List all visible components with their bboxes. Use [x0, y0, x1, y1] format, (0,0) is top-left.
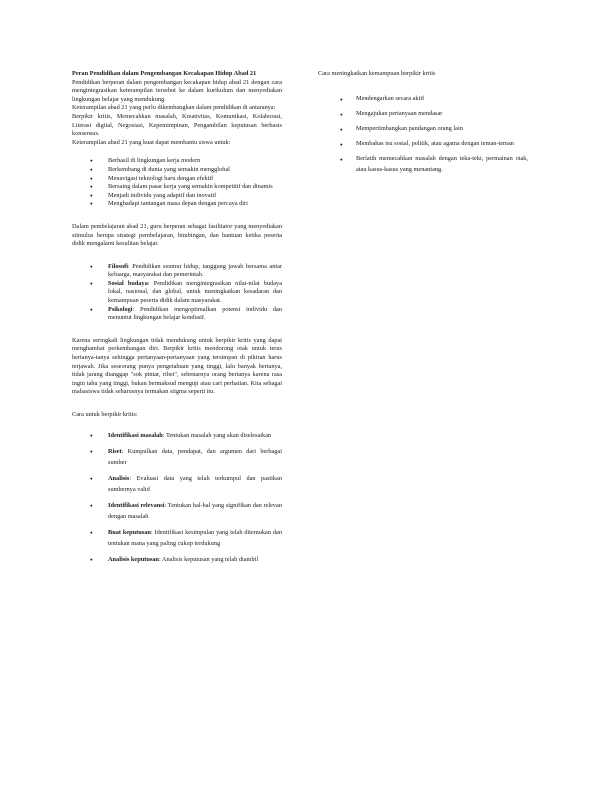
role-desc: : Pendidikan mengoptimalkan potensi individu dan menuntut lingkungan belajar kondusif.: [108, 305, 282, 322]
cara-desc: : Tentukan hal-hal yang signifikan dan relevan dengan masalah: [108, 501, 282, 520]
list-item: [72, 430, 282, 441]
cara-term: Riset: [108, 447, 122, 455]
right-list: [318, 93, 528, 175]
help-intro: Keterampilan abad 21 yang kuat dapat membantu siswa untuk:: [72, 138, 231, 146]
role-term: Sosial budaya: [108, 279, 148, 287]
list-item: ● Berkembang di dunia yang semakin mengglobal: [72, 166, 282, 175]
list-item: ● Bersaing dalam pasar kerja yang semakin kompetitif dan dinamis: [72, 183, 282, 192]
role-term: Filosofi: [108, 262, 128, 270]
cara-desc: : Analisis keputusan yang telah diambil: [158, 555, 259, 563]
list-item: ● Berlatih memecahkan masalah dengan teka-teki, permainan otak, atau kasus-kasus yang menantang.: [318, 153, 528, 175]
help-list: [72, 157, 282, 209]
list-item: ● Membahas isu sosial, politik, atau agama dengan teman-teman: [318, 138, 528, 149]
list-item: [72, 554, 282, 565]
list-item: [72, 500, 282, 522]
cara-desc: : Identifikasi kesimpulan yang telah ditemukan dan tentukan mana yang paling cukup terdukung: [108, 528, 282, 547]
teacher-paragraph: Dalam pembelajaran abad 21, guru berperan sebagai fasilitator yang menyediakan stimulus berupa strategi pembelajaran, bimbingan, dan bantuan ketika peserta didik mengalami kesulitan belajar.: [72, 222, 282, 248]
list-item: ● Mempertimbangkan pandangan orang lain: [318, 123, 528, 134]
list-item: [72, 473, 282, 495]
cara-term: Identifikasi relevansi: [108, 501, 165, 509]
left-column: [72, 70, 282, 570]
cara-desc: : Kumpulkan data, pendapat, dan argumen dari berbagai sumber: [108, 447, 282, 466]
list-item: [72, 280, 282, 306]
critical-paragraph: Karena seringkali lingkungan tidak mendukung untuk berpikir kritis yang dapat menghambat perkembangan diri. Berpikir kritis mendorong otak untuk terus bertanya-tanya sehingga pertanyaan-pertanyaan yang tersimpan di pikiran harus terjawab. Jika seseorang punya pengetahuan yang tinggi, lalu banyak bertanya, tidak jarang dianggap "sok pintar, ribet", sebenarnya orang bertanya karena rasa ingin tahu yang tinggi, bukan bermaksud menguji atau cari perhatian. Kita sebagai mahasiswa tidak seharusnya termakan stigma seperti itu.: [72, 336, 282, 396]
list-item: ● Mengajukan pertanyaan mendasar: [318, 108, 528, 119]
role-term: Psikologi: [108, 305, 133, 313]
right-column: [318, 70, 528, 179]
document-title: Peran Pendidikan dalam Pengembangan Kecakapan Hidup Abad 21: [72, 70, 257, 77]
list-item: ● Berhasil di lingkungan kerja modern: [72, 157, 282, 166]
list-item: [72, 263, 282, 280]
list-item: [72, 446, 282, 468]
cara-desc: : Tentukan masalah yang akan diselesaikan: [162, 431, 272, 439]
list-item: [72, 527, 282, 549]
right-intro: Cara meningkatkan kemampuan berpikir kritis: [318, 70, 436, 77]
cara-term: Buat keputusan: [108, 528, 151, 536]
cara-term: Analisis keputusan: [108, 555, 159, 563]
cara-list: [72, 430, 282, 565]
list-item: ● Menjadi individu yang adaptif dan inovatif: [72, 192, 282, 201]
skills-list: Berpikir kritis, Memecahkan masalah, Kreativitas, Komunikasi, Kolaborasi, Literasi digital, Negosiasi, Kepemimpinan, Pengambilan keputusan berbasis konsensus.: [72, 112, 282, 138]
cara-desc: : Evaluasi data yang telah terkumpul dan pastikan sumbernya valid: [108, 474, 282, 493]
role-desc: : Pendidikan seumur hidup, tanggung jawab bersama antar keluarga, masyarakat dan pemerintah.: [108, 262, 282, 279]
role-desc: : Pendidikan mengintegrasikan nilai-nilai budaya lokal, nasional, dan global, untuk meningkatkan kesadaran dan kemampuan peserta didik dalam masyarakat.: [108, 279, 282, 305]
list-item: ● Menghadapi tantangan masa depan dengan percaya diri: [72, 200, 282, 209]
cara-term: Identifikasi masalah: [108, 431, 163, 439]
list-item: [72, 306, 282, 323]
cara-intro: Cara untuk berpikir kritis:: [72, 411, 138, 418]
cara-term: Analisis: [108, 474, 130, 482]
list-item: ● Menavigasi teknologi baru dengan efektif: [72, 175, 282, 184]
skills-intro: Keterampilan abad 21 yang perlu dikembangkan dalam pendidikan di antaranya:: [72, 104, 276, 112]
roles-list: [72, 263, 282, 323]
intro-paragraph: Pendidikan berperan dalam pengembangan kecakapan hidup abad 21 dengan cara mengintegrasikan keterampilan tersebut ke dalam kurikulum dan menyediakan lingkungan belajar yang mendukung.: [72, 78, 282, 103]
list-item: ● Mendengarkan secara aktif: [318, 93, 528, 104]
